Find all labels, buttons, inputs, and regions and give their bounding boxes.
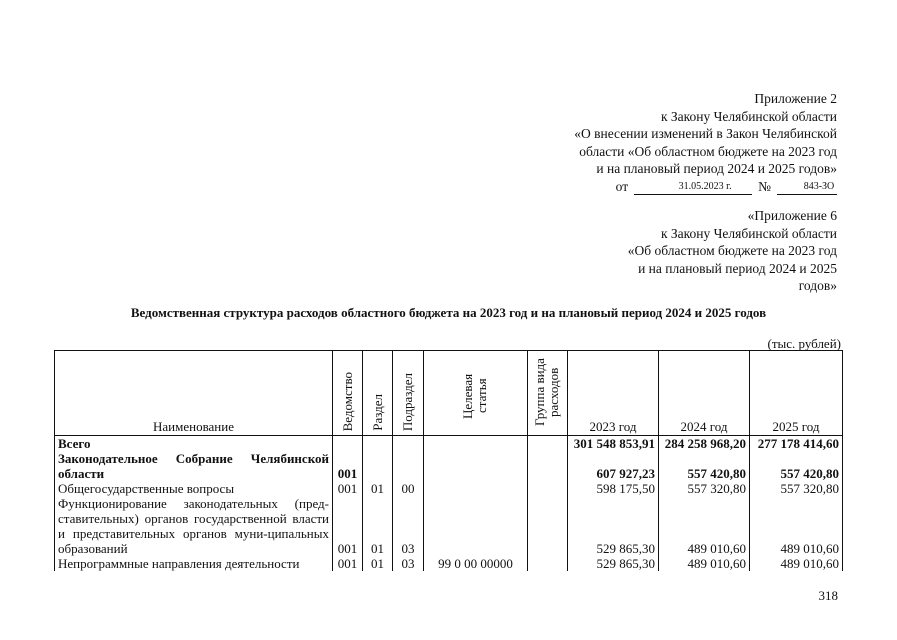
- row-subsection: 03: [393, 556, 424, 571]
- header-2025-label: 2025 год: [772, 419, 820, 434]
- header-name-label: Наименование: [153, 419, 234, 434]
- row-group: [528, 481, 568, 496]
- appendix-2-header: [417, 90, 837, 195]
- row-group: [528, 496, 568, 556]
- row-section: 01: [363, 481, 393, 496]
- row-subsection: [393, 436, 424, 452]
- row-2025: 557 420,80: [750, 451, 843, 481]
- row-name: Законодательное Собрание Челябинской области: [55, 451, 333, 481]
- appendix-6-line: к Закону Челябинской области: [660, 225, 837, 241]
- header-target-label: Целевая статья: [459, 373, 489, 419]
- law-date-value: 31.05.2023 г.: [678, 181, 732, 192]
- row-2025: 557 320,80: [750, 481, 843, 496]
- appendix-2-line: к Закону Челябинской области: [660, 108, 837, 124]
- appendix-2-line: Приложение 2: [754, 91, 837, 106]
- row-section: [363, 436, 393, 452]
- header-expense-group-label: Группа вида расходов: [531, 358, 561, 426]
- row-target: [424, 436, 528, 452]
- header-2024: [659, 351, 750, 436]
- header-2025: [750, 351, 843, 436]
- appendix-2-line: «О внесении изменений в Закон Челябинской: [574, 126, 837, 141]
- from-label: от: [615, 178, 629, 194]
- header-2024-label: 2024 год: [680, 419, 728, 434]
- row-name: Непрограммные направления деятельности: [55, 556, 333, 571]
- header-2023-label: 2023 год: [589, 419, 637, 434]
- document-title: Ведомственная структура расходов областного бюджета на 2023 год и на плановый период 2024 и 2025 годов: [130, 305, 767, 320]
- page-number: 318: [818, 588, 838, 603]
- table-row: [55, 556, 843, 571]
- row-dept: 001: [333, 481, 363, 496]
- row-section: 01: [363, 496, 393, 556]
- appendix-2-line: области «Об областном бюджете на 2023 год: [579, 143, 837, 159]
- row-target: [424, 481, 528, 496]
- header-section: [363, 351, 393, 436]
- header-subsection-label: Подраздел: [400, 372, 415, 431]
- row-2023: 529 865,30: [568, 496, 659, 556]
- row-dept: 001: [333, 496, 363, 556]
- row-name: Функционирование законодательных (пред-ставительных) органов государственной власти и представительных органов муни-ципальных образований: [55, 496, 333, 556]
- expense-structure-table: [54, 350, 843, 571]
- row-2024: 489 010,60: [659, 496, 750, 556]
- row-target: [424, 496, 528, 556]
- appendix-6-line: «Об областном бюджете на 2023 год: [627, 243, 837, 258]
- appendix-2-line: и на плановый период 2024 и 2025 годов»: [596, 161, 837, 176]
- row-dept: 001: [333, 556, 363, 571]
- unit-note: (тыс. рублей): [767, 336, 841, 351]
- row-target: [424, 451, 528, 481]
- law-number-value: 843-ЗО: [803, 181, 835, 192]
- row-2025: 489 010,60: [750, 556, 843, 571]
- row-dept: 001: [333, 451, 363, 481]
- header-subsection: [393, 351, 424, 436]
- appendix-6-line: «Приложение 6: [747, 208, 837, 223]
- table-row: [55, 451, 843, 481]
- table-row: [55, 481, 843, 496]
- header-name: [55, 351, 333, 436]
- law-number: [777, 179, 837, 195]
- row-2025: 277 178 414,60: [750, 436, 843, 452]
- row-2024: 557 420,80: [659, 451, 750, 481]
- number-label: №: [758, 178, 771, 194]
- table-row-total: [55, 436, 843, 452]
- row-2023: 598 175,50: [568, 481, 659, 496]
- table-row: [55, 496, 843, 556]
- header-expense-group: [528, 351, 568, 436]
- header-section-label: Раздел: [369, 394, 385, 431]
- row-section: [363, 451, 393, 481]
- law-signature-line: [616, 178, 837, 196]
- row-target: 99 0 00 00000: [424, 556, 528, 571]
- row-subsection: 03: [393, 496, 424, 556]
- row-subsection: 00: [393, 481, 424, 496]
- row-name: Общегосударственные вопросы: [55, 481, 333, 496]
- row-2024: 489 010,60: [659, 556, 750, 571]
- row-2023: 301 548 853,91: [568, 436, 659, 452]
- row-dept: [333, 436, 363, 452]
- appendix-6-line: и на плановый период 2024 и 2025: [638, 260, 837, 276]
- header-dept-label: Ведомство: [339, 371, 355, 431]
- row-group: [528, 556, 568, 571]
- appendix-6-line: годов»: [798, 278, 837, 293]
- row-2023: 529 865,30: [568, 556, 659, 571]
- row-group: [528, 436, 568, 452]
- row-2025: 489 010,60: [750, 496, 843, 556]
- row-section: 01: [363, 556, 393, 571]
- row-2024: 557 320,80: [659, 481, 750, 496]
- header-2023: [568, 351, 659, 436]
- row-subsection: [393, 451, 424, 481]
- row-group: [528, 451, 568, 481]
- header-dept: [333, 351, 363, 436]
- header-target: [424, 351, 528, 436]
- row-2023: 607 927,23: [568, 451, 659, 481]
- row-2024: 284 258 968,20: [659, 436, 750, 452]
- row-name: Всего: [55, 436, 333, 452]
- table-header-row: [55, 351, 843, 436]
- law-date: [634, 179, 752, 195]
- appendix-6-header: [537, 207, 837, 295]
